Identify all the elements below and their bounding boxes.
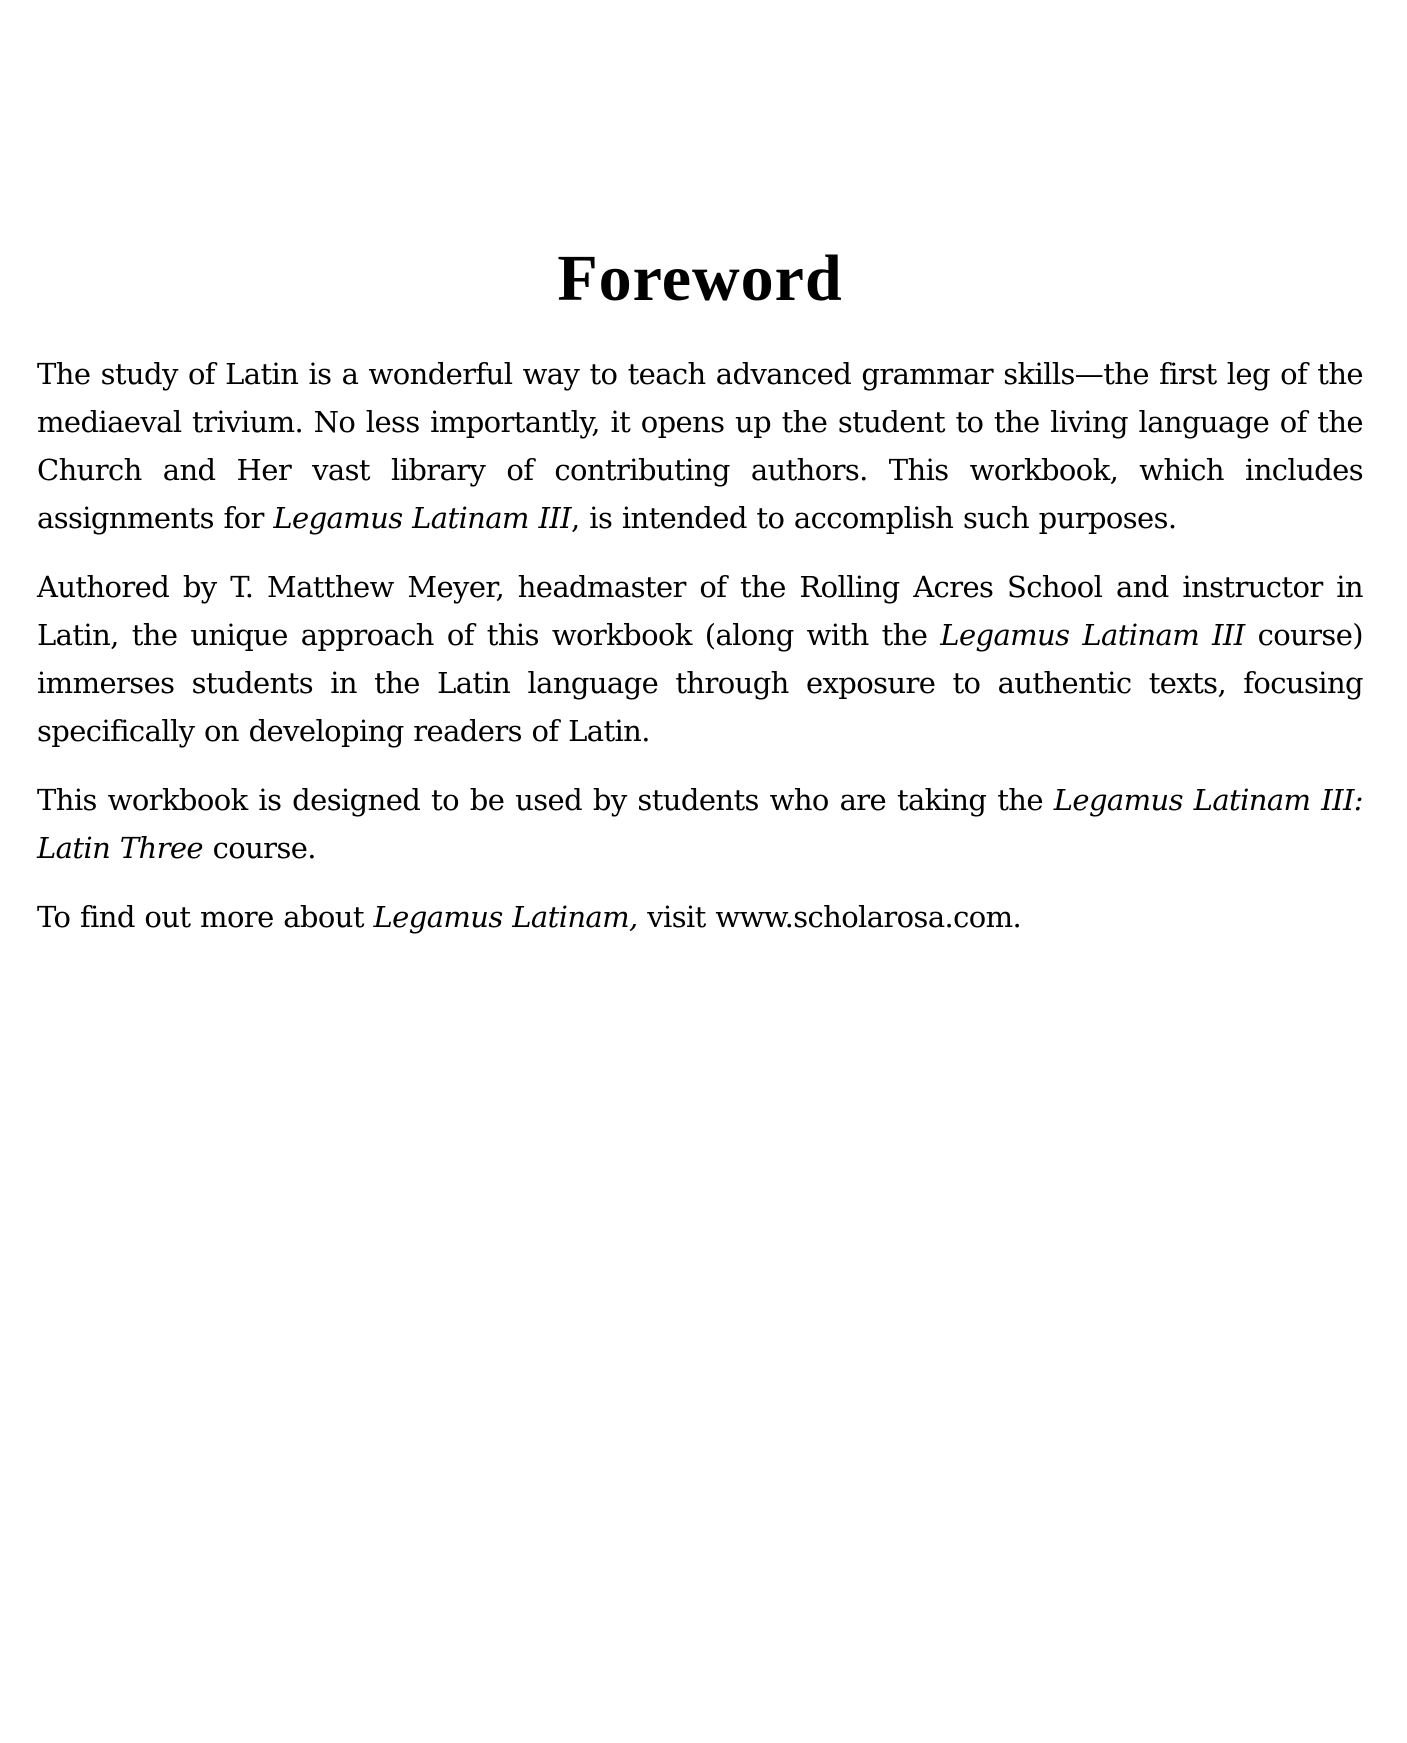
paragraph-intro <box>37 350 1363 542</box>
text-segment: , is intended to accomplish such purposes. <box>571 501 1177 535</box>
website-text: visit www.scholarosa.com. <box>637 900 1022 934</box>
page-title: Foreword <box>557 242 843 315</box>
book-title-italic: Legamus Latinam III <box>273 501 572 535</box>
text-segment: course. <box>202 831 316 865</box>
book-title-italic: Legamus Latinam III <box>940 618 1245 652</box>
paragraph-more-info <box>37 893 1363 941</box>
paragraph-usage <box>37 776 1363 872</box>
text-segment: To find out more about <box>37 900 374 934</box>
text-segment: The study of Latin is a wonderful way to teach advanced grammar skills—the first leg of the mediaeval trivium. No less importantly, it opens up the student to the living language of the Church and Her vast library of contributing authors. This workbook, which includes assignments for <box>37 357 1363 535</box>
paragraph-author <box>37 563 1363 755</box>
foreword-body <box>37 350 1363 962</box>
text-segment: course) immerses students in the Latin language through exposure to authentic texts, focusing specifically on developing readers of Latin. <box>37 618 1363 748</box>
book-title-italic: Legamus Latinam, <box>373 900 638 934</box>
text-segment: This workbook is designed to be used by students who are taking the <box>37 783 1054 817</box>
text-segment: Authored by T. Matthew Meyer, headmaster of the Rolling Acres School and instructor in Latin, the unique approach of this workbook (along with the <box>37 570 1363 652</box>
course-title-italic: Legamus Latinam III: Latin Three <box>37 783 1363 865</box>
